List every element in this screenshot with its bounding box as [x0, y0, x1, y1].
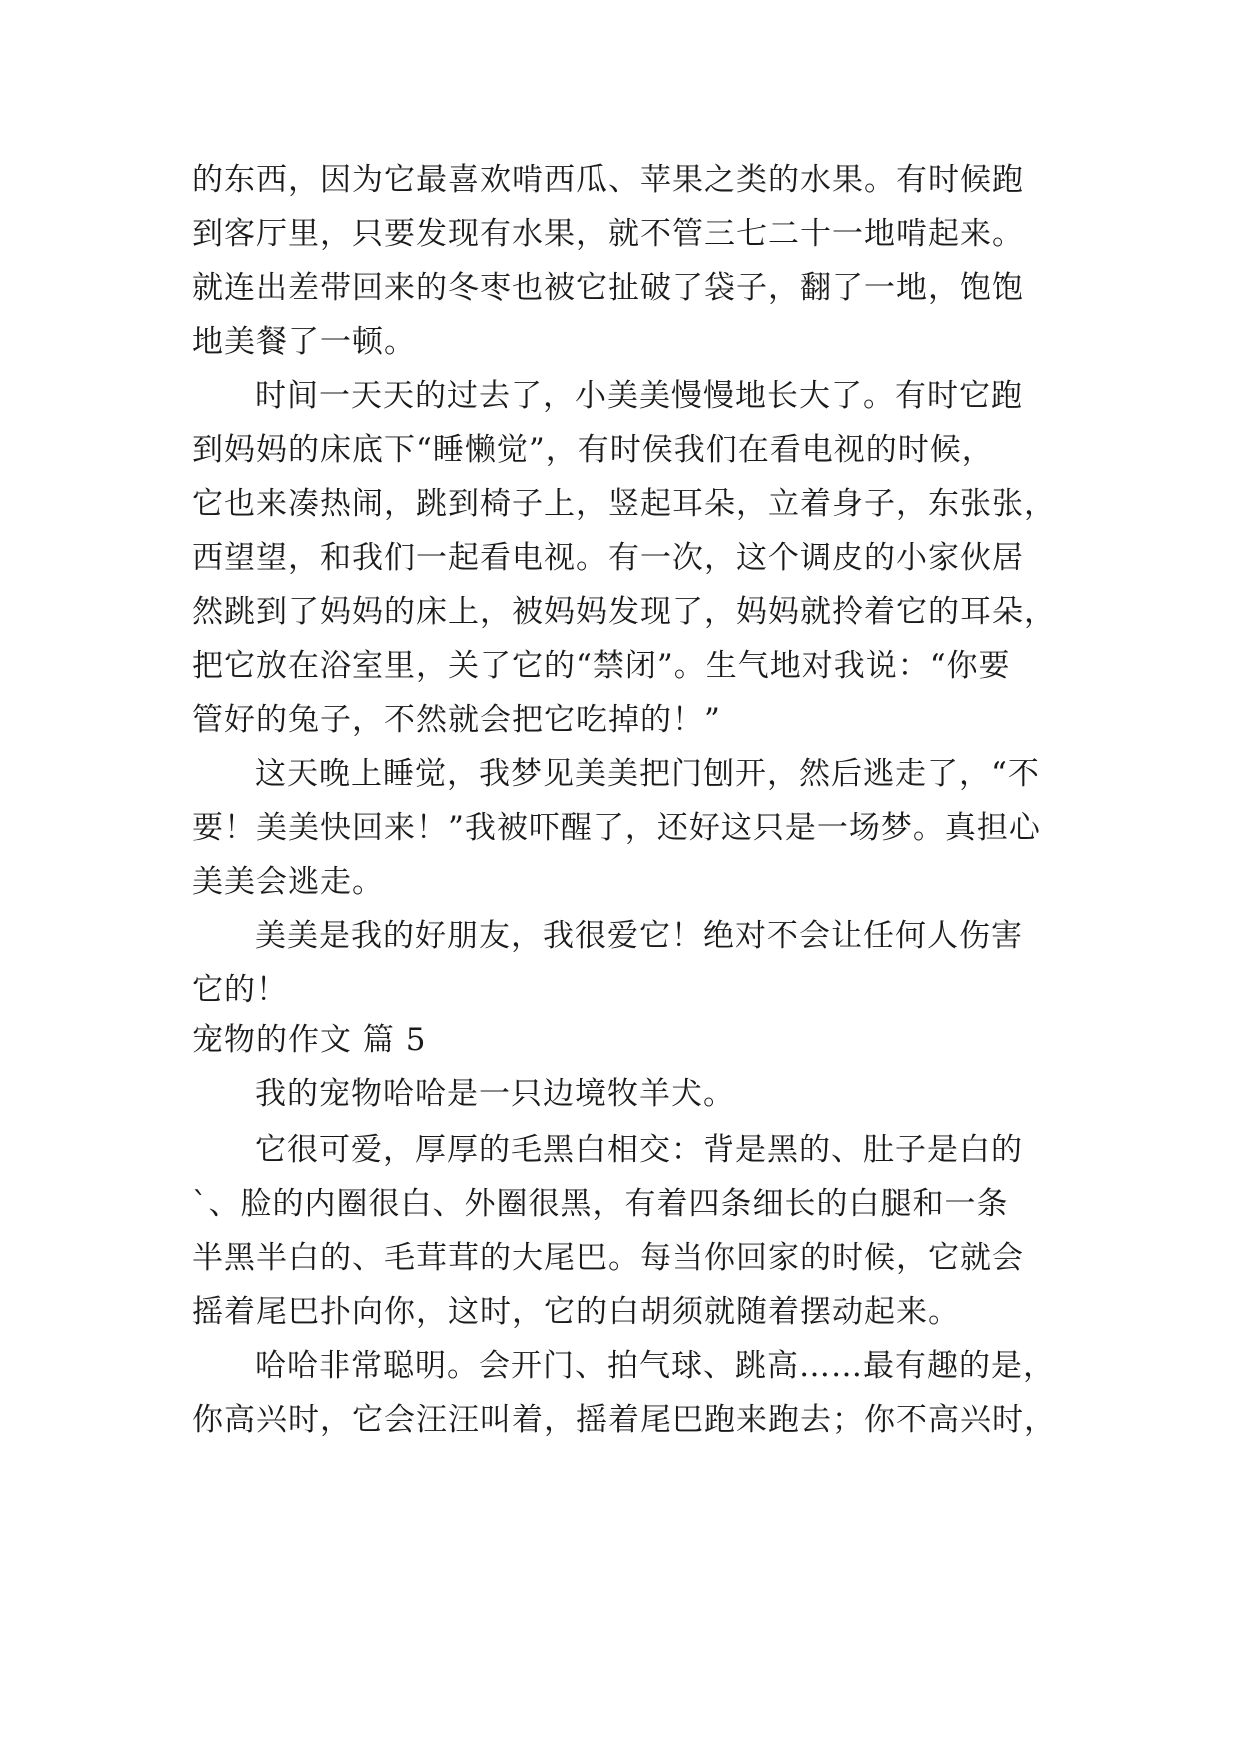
- section-heading: 宠物的作文 篇 5: [192, 1022, 427, 1058]
- paragraph-6-line-3: 半黑半白的、毛茸茸的大尾巴。每当你回家的时候，它就会: [192, 1240, 1024, 1276]
- paragraph-2-line-6: 把它放在浴室里，关了它的“禁闭”。生气地对我说：“你要: [192, 648, 1011, 684]
- paragraph-1-line-1: 的东西，因为它最喜欢啃西瓜、苹果之类的水果。有时候跑: [192, 162, 1024, 198]
- paragraph-6-line-1: 它很可爱，厚厚的毛黑白相交：背是黑的、肚子是白的: [255, 1132, 1023, 1168]
- paragraph-2-line-7: 管好的兔子，不然就会把它吃掉的！”: [192, 702, 721, 738]
- paragraph-1-line-4: 地美餐了一顿。: [192, 324, 416, 360]
- paragraph-6-line-2: `、脸的内圈很白、外圈很黑，有着四条细长的白腿和一条: [192, 1186, 1009, 1222]
- paragraph-2-line-5: 然跳到了妈妈的床上，被妈妈发现了，妈妈就拎着它的耳朵，: [192, 594, 1056, 630]
- paragraph-2-line-1: 时间一天天的过去了，小美美慢慢地长大了。有时它跑: [255, 378, 1023, 414]
- paragraph-3-line-1: 这天晚上睡觉，我梦见美美把门刨开，然后逃走了，“不: [255, 756, 1040, 792]
- paragraph-2-line-3: 它也来凑热闹，跳到椅子上，竖起耳朵，立着身子，东张张，: [192, 486, 1056, 522]
- paragraph-2-line-4: 西望望，和我们一起看电视。有一次，这个调皮的小家伙居: [192, 540, 1024, 576]
- paragraph-2-line-2: 到妈妈的床底下“睡懒觉”，有时侯我们在看电视的时候，: [192, 432, 994, 468]
- paragraph-7-line-2: 你高兴时，它会汪汪叫着，摇着尾巴跑来跑去；你不高兴时，: [192, 1402, 1056, 1438]
- paragraph-3-line-2: 要！美美快回来！”我被吓醒了，还好这只是一场梦。真担心: [192, 810, 1041, 846]
- paragraph-7-line-1: 哈哈非常聪明。会开门、拍气球、跳高……最有趣的是，: [255, 1348, 1055, 1384]
- paragraph-1-line-3: 就连出差带回来的冬枣也被它扯破了袋子，翻了一地，饱饱: [192, 270, 1024, 306]
- paragraph-4-line-1: 美美是我的好朋友，我很爱它！绝对不会让任何人伤害: [255, 918, 1023, 954]
- paragraph-1-line-2: 到客厅里，只要发现有水果，就不管三七二十一地啃起来。: [192, 216, 1024, 252]
- paragraph-3-line-3: 美美会逃走。: [192, 864, 384, 900]
- paragraph-6-line-4: 摇着尾巴扑向你，这时，它的白胡须就随着摆动起来。: [192, 1294, 960, 1330]
- paragraph-5-line-1: 我的宠物哈哈是一只边境牧羊犬。: [255, 1076, 735, 1112]
- paragraph-4-line-2: 它的！: [192, 972, 288, 1008]
